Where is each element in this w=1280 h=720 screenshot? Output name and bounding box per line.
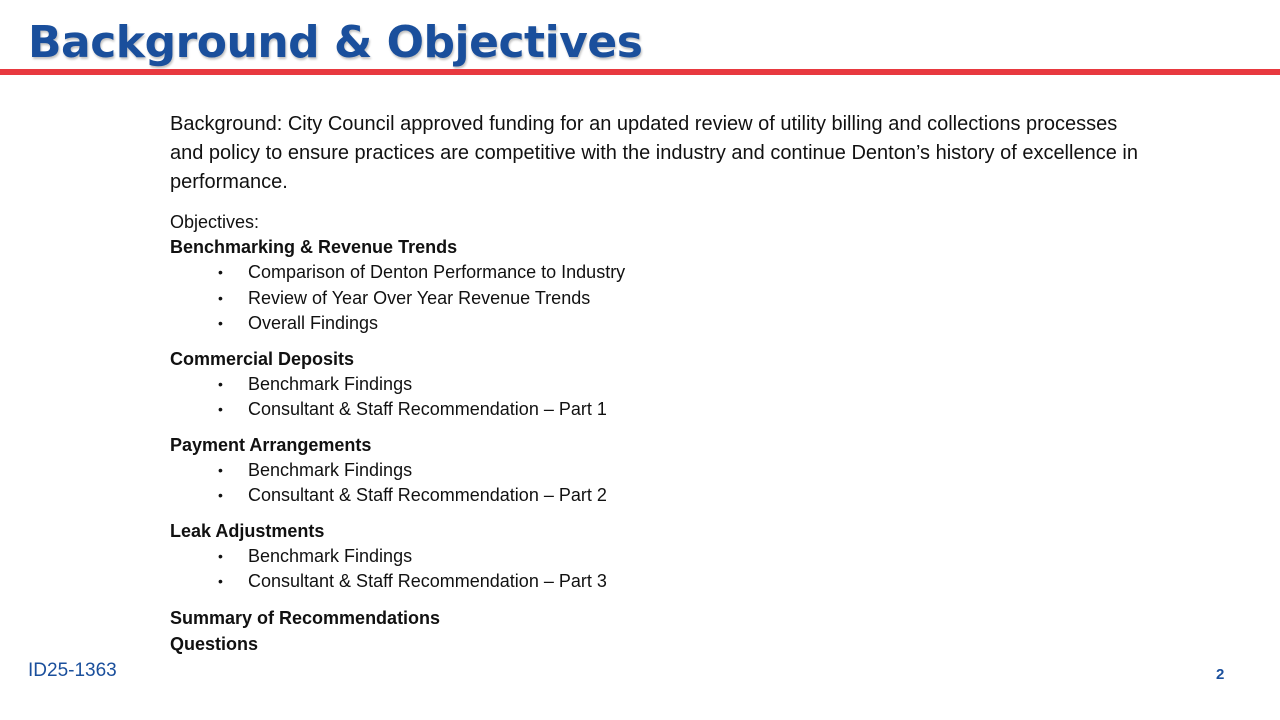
section-heading: Commercial Deposits (170, 348, 355, 369)
bullet-icon: • (218, 461, 223, 478)
summary-heading: Summary of Recommendations (170, 607, 441, 628)
bullet-item (170, 372, 1150, 398)
title-divider (0, 69, 1280, 75)
bullet-icon: • (218, 401, 223, 417)
bullet-item (170, 458, 1150, 484)
bullet-icon: • (218, 315, 223, 331)
bullet-list (170, 372, 1150, 423)
questions-heading: Questions (170, 633, 259, 654)
background-paragraph: Background: City Council approved funding for an updated review of utility billing and collections processes and policy to ensure practices are competitive with the industry and continue Denton’s history of excellence in performance. (170, 113, 1138, 193)
section-payment-arrangements (170, 433, 1150, 509)
bullet-text: Benchmark Findings (248, 459, 413, 480)
bullet-icon: • (218, 375, 223, 392)
slide-content (170, 110, 1150, 657)
bullet-list (170, 544, 1150, 595)
page-number: 2 (1216, 666, 1225, 683)
bullet-text: Consultant & Staff Recommendation – Part 1 (248, 399, 607, 419)
objectives-label: Objectives: (170, 212, 260, 232)
bullet-item (170, 483, 1150, 509)
section-heading: Payment Arrangements (170, 434, 372, 455)
bullet-text: Benchmark Findings (248, 545, 413, 566)
section-benchmarking (170, 235, 1150, 337)
bullet-item (170, 286, 1150, 312)
section-heading: Benchmarking & Revenue Trends (170, 237, 458, 257)
bullet-icon: • (218, 547, 223, 564)
bullet-icon: • (218, 289, 223, 306)
bullet-icon: • (218, 264, 223, 280)
bullet-icon: • (218, 573, 223, 589)
slide-title: Background & Objectives (28, 17, 643, 68)
bullet-item (170, 397, 1150, 423)
bullet-item (170, 544, 1150, 570)
closing-items (170, 605, 1150, 657)
bullet-list (170, 260, 1150, 337)
bullet-text: Benchmark Findings (248, 373, 413, 394)
section-heading: Leak Adjustments (170, 520, 325, 541)
footer-id: ID25-1363 (28, 660, 117, 681)
bullet-text: Overall Findings (248, 313, 379, 333)
bullet-text: Consultant & Staff Recommendation – Part 2 (248, 485, 607, 505)
bullet-item (170, 260, 1150, 286)
section-commercial-deposits (170, 347, 1150, 423)
bullet-text: Comparison of Denton Performance to Industry (248, 262, 626, 282)
bullet-text: Review of Year Over Year Revenue Trends (248, 287, 591, 308)
bullet-item (170, 569, 1150, 595)
section-leak-adjustments (170, 519, 1150, 595)
bullet-text: Consultant & Staff Recommendation – Part 3 (248, 571, 607, 591)
bullet-icon: • (218, 487, 223, 503)
bullet-item (170, 311, 1150, 337)
bullet-list (170, 458, 1150, 509)
